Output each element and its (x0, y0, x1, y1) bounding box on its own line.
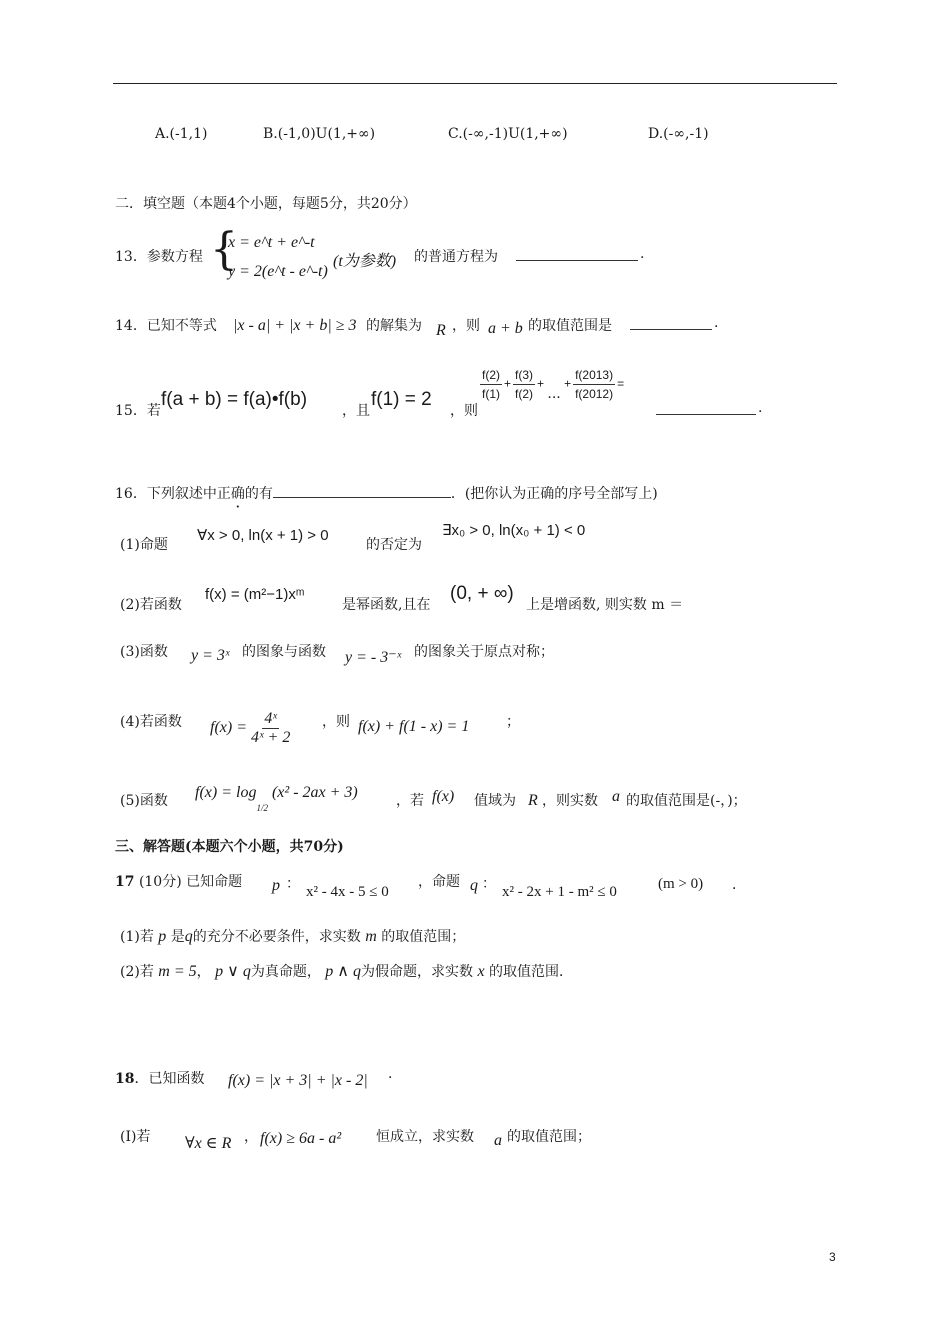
q16-item1-label: (1)命题 (120, 537, 168, 553)
q14-answer-blank (630, 317, 712, 330)
q14-expr: |x - a| + |x + b| ≥ 3 (233, 317, 357, 334)
q16-item5-b: f(x) (432, 788, 455, 805)
q18-part1-tail: 的取值范围； (507, 1129, 591, 1145)
q13-suffix: 的普通方程为 (414, 249, 498, 265)
q16-item2-mid: 是幂函数,且在 (342, 597, 431, 613)
q14-set: R (436, 322, 446, 339)
q16-item3-mid: 的图象与函数 (242, 644, 326, 660)
q17-part2: (2)若 m = 5， p ∨ q为真命题， p ∧ q为假命题，求实数 x 的取值范围． (120, 963, 574, 980)
q16-item4-a: f(x) = $\frac{\text{4ˣ}}{\text{4ˣ + 2}}$ (210, 710, 291, 746)
q16-item4-label: (4)若函数 (120, 714, 182, 730)
choice-a: A.(-1,1) (155, 126, 208, 142)
q18-end: · (388, 1070, 393, 1086)
q18-part1-comma: ， (244, 1129, 258, 1145)
q15-expr1: f(a + b) = f(a)•f(b) (161, 389, 308, 410)
q17-p: p (272, 877, 280, 894)
q18-part1-text: 恒成立，求实数 (376, 1129, 474, 1145)
q16-item3-tail: 的图象关于原点对称； (414, 644, 554, 660)
q17-stem: 17 (10分) 已知命题 (115, 874, 243, 890)
q15-expr2: f(1) = 2 (371, 389, 432, 410)
q14-suffix: 的取值范围是 (528, 318, 612, 334)
q13-number: 13．参数方程 (115, 249, 203, 265)
q16-item3-b: y = - 3⁻ˣ (345, 649, 402, 666)
q13-end: . (640, 246, 645, 262)
q18-part1-forall: ∀x ∈ R (185, 1135, 232, 1152)
fraction: $\frac{\text{4ˣ}}{\text{4ˣ + 2}}$ (251, 710, 291, 746)
q16-answer-blank (273, 485, 451, 498)
q18-part1-a: a (494, 1132, 502, 1149)
q15-number: 15．若 (115, 403, 161, 419)
q18-stem: 18．已知函数 (115, 1071, 205, 1087)
q16-item5-d: R (528, 792, 538, 809)
q14-end: . (714, 315, 719, 331)
q16-item4-mid: ，则 (322, 714, 350, 730)
q17-q-expr: x² - 2x + 1 - m² ≤ 0 (502, 884, 617, 900)
q17-cond: (m > 0) (658, 876, 704, 892)
q16-item2-a: f(x) = (m²−1)xᵐ (205, 586, 305, 603)
page-number: 3 (829, 1250, 836, 1264)
fraction: $\frac{f(2)}{f(1)}$ (482, 368, 500, 401)
section3-heading: 三、解答题(本题六个小题，共70分) (115, 839, 344, 855)
q15-then: ，则 (450, 403, 478, 419)
choice-b: B.(-1,0)U(1,+∞) (263, 126, 376, 142)
fraction: $\frac{f(2013)}{f(2012)}$ (575, 368, 614, 401)
q16-item3-label: (3)函数 (120, 644, 168, 660)
q16-item5-c: 值域为 (474, 793, 516, 809)
q16-item5-tail: 的取值范围是(-，)； (626, 793, 747, 809)
q13-eq2: y = 2(e^t - e^-t) (228, 263, 328, 280)
q17-part1: (1)若 p 是q的充分不必要条件，求实数 m 的取值范围； (120, 928, 466, 945)
choice-c: C.(-∞,-1)U(1,+∞) (448, 126, 568, 142)
q14-then: ，则 (452, 318, 480, 334)
q16-item1-a: ∀x > 0, ln(x + 1) > 0 (197, 527, 329, 544)
q17-q-intro: ，命题 (418, 874, 460, 890)
q17-q: q (470, 877, 478, 894)
q16-item1-mid: 的否定为 (366, 537, 422, 553)
q16-item5-f: a (612, 788, 620, 805)
q18-expr: f(x) = |x + 3| + |x - 2| (228, 1072, 368, 1089)
q14-mid: 的解集为 (366, 318, 422, 334)
q16-item5-mid: ，若 (396, 793, 424, 809)
q17-q-colon: ： (482, 876, 496, 892)
choice-d: D.(-∞,-1) (648, 126, 709, 142)
q16-item3-a: y = 3ˣ (191, 647, 230, 664)
q13-answer-blank (516, 248, 638, 261)
q18-part1-label: (Ⅰ)若 (120, 1129, 151, 1145)
header-rule (113, 83, 837, 84)
section2-heading: 二．填空题（本题4个小题，每题5分，共20分） (115, 196, 417, 212)
q16-item5-label: (5)函数 (120, 793, 168, 809)
q16-item5-e: ，则实数 (542, 793, 598, 809)
q14-target: a + b (488, 320, 523, 337)
q15-series: $\frac{f(2)}{f(1)}$ + $\frac{f(3)}{f(2)}$ + ... + $\frac{f(2013)}{f(2012)}$ = (482, 368, 625, 402)
system-brace: { (210, 224, 238, 275)
fraction: $\frac{f(3)}{f(2)}$ (515, 368, 534, 401)
q16-item2-label: (2)若函数 (120, 597, 182, 613)
q17-p-expr: x² - 4x - 5 ≤ 0 (306, 884, 389, 900)
q16-item1-b: ∃x₀ > 0, ln(x₀ + 1) < 0 (442, 522, 586, 539)
q13-eq1: x = e^t + e^-t (228, 234, 315, 251)
q17-end: ． (732, 877, 746, 893)
q16-item4-b: f(x) + f(1 - x) = 1 (358, 718, 470, 735)
q16-item5-a: $f(x) = \log_{1/2}(x^2 - 2ax + 3)$ (195, 784, 358, 813)
q18-part1-ineq: f(x) ≥ 6a - a² (260, 1130, 342, 1147)
q17-colon: ： (286, 876, 300, 892)
q15-and: ，且 (342, 403, 370, 419)
q13-param-note: (t为参数) (333, 253, 397, 270)
q14-number: 14．已知不等式 (115, 318, 217, 334)
q16-item4-tail: ； (506, 714, 520, 730)
q15-answer-blank (656, 402, 756, 415)
q16-item2-b: (0, + ∞) (450, 583, 514, 604)
q15-end: . (758, 400, 763, 416)
q16-stem: 16．下列叙述中正确的有 ．(把你认为正确的序号全部写上) (115, 486, 658, 502)
q16-item2-tail: 上是增函数, 则实数 m ＝ (526, 597, 684, 613)
